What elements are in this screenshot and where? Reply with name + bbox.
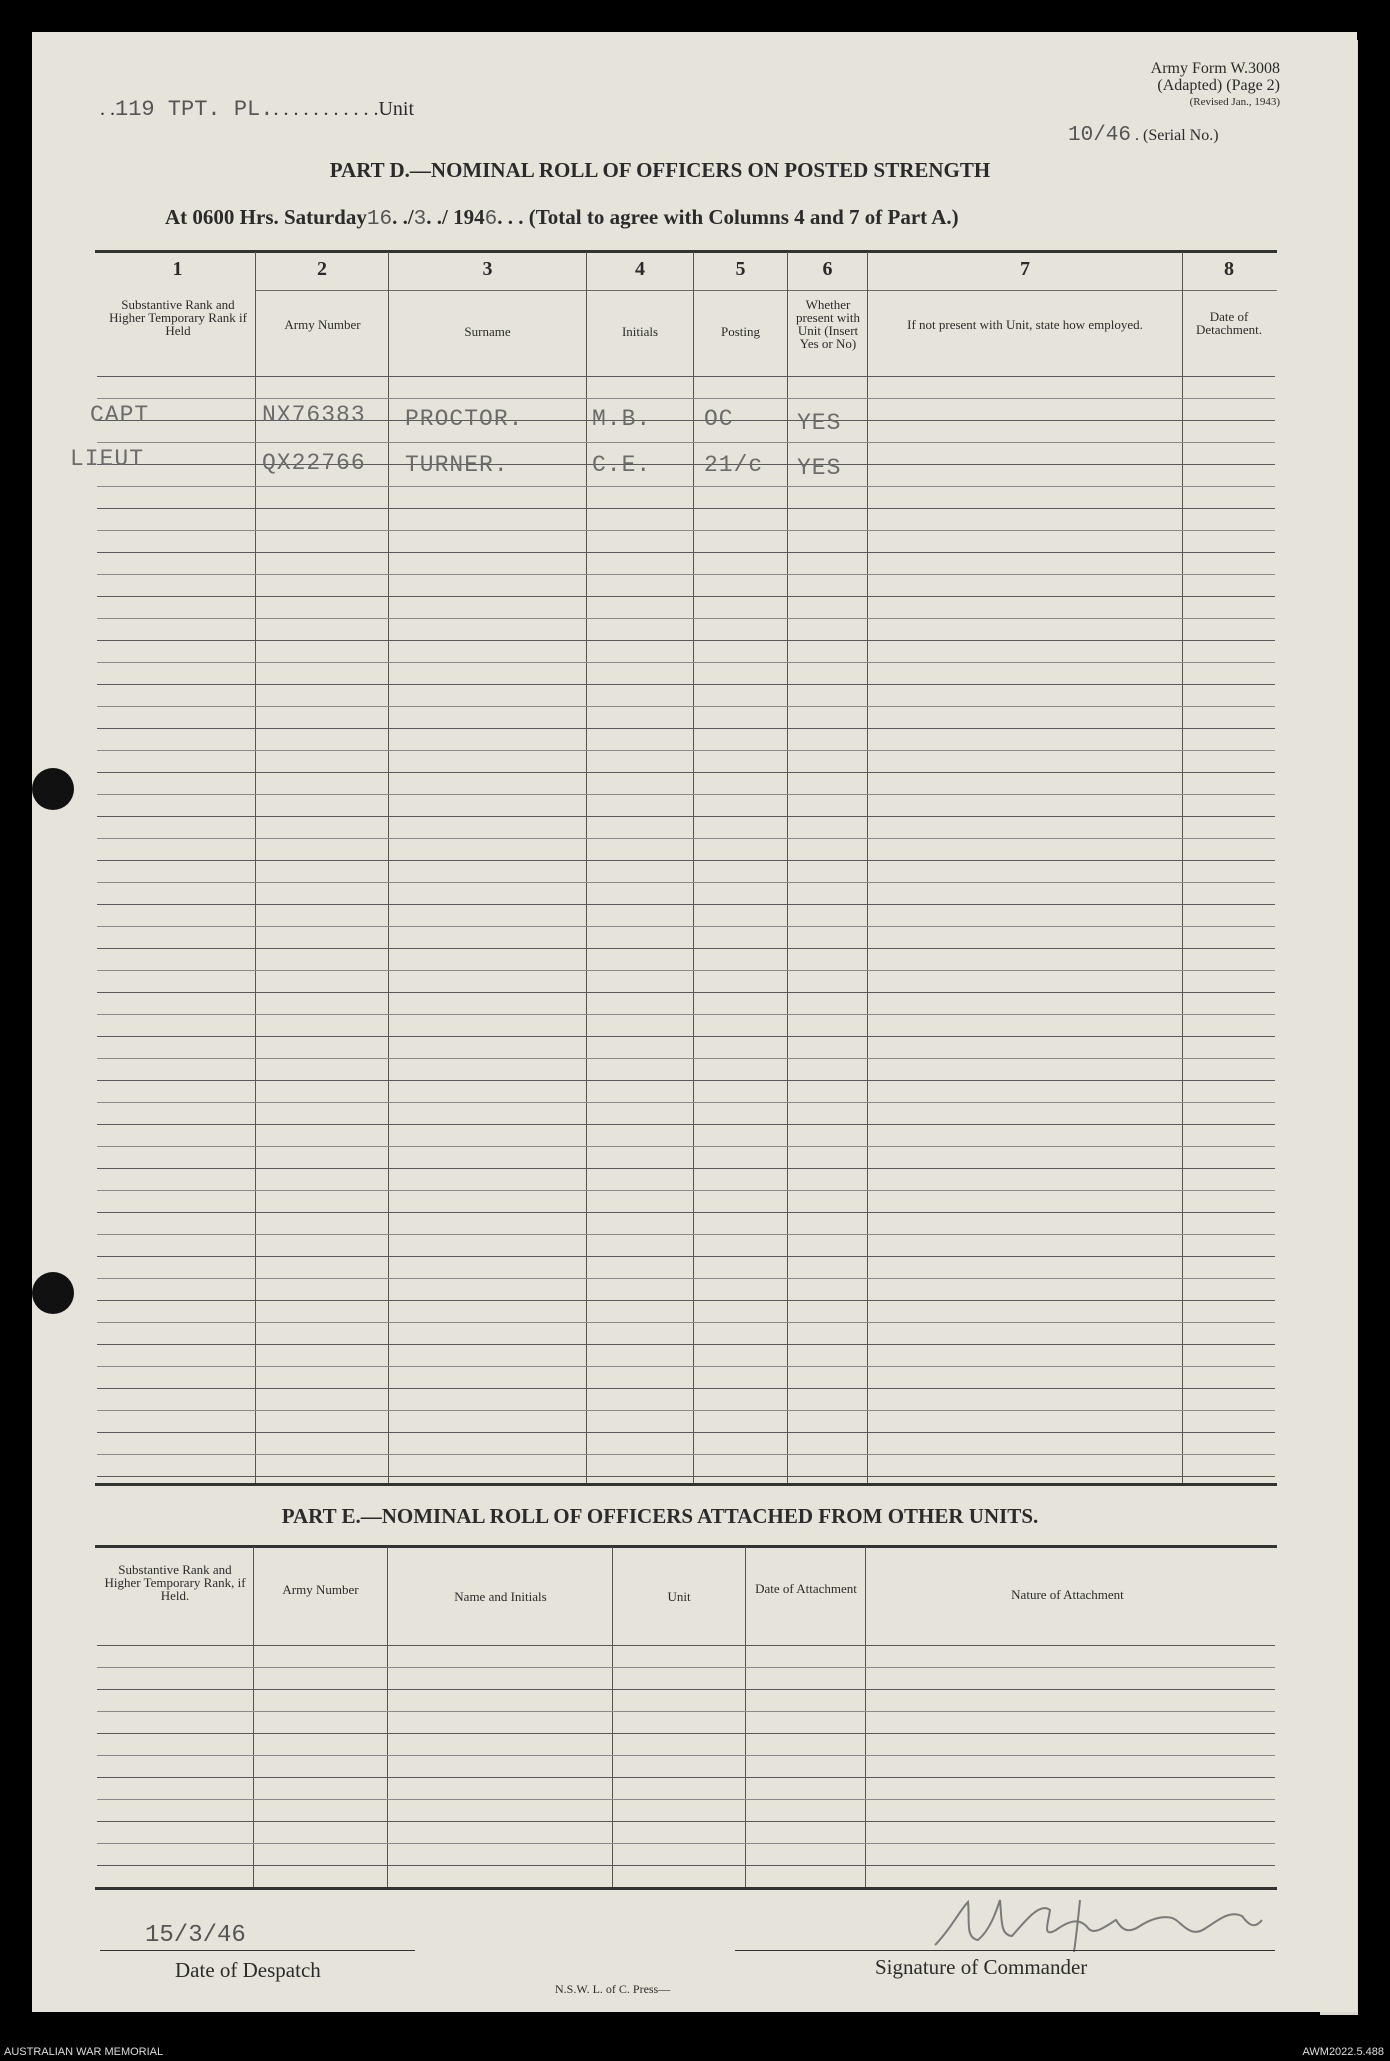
- part-d-title: PART D.—NOMINAL ROLL OF OFFICERS ON POSTED STRENGTH: [329, 158, 991, 182]
- part-e-row-rule: [97, 1667, 1275, 1668]
- part-d-row-rule: [97, 816, 1275, 817]
- part-d-col-divider: [867, 252, 868, 1483]
- part-d-col-divider: [693, 252, 694, 1483]
- col-5-header: Posting: [720, 324, 760, 339]
- part-e-row-rule: [97, 1711, 1275, 1712]
- row-1-surname: PROCTOR.: [405, 406, 524, 432]
- part-d-row-rule: [97, 442, 1275, 443]
- row-2-surname: TURNER.: [405, 452, 509, 478]
- part-e-row-rule: [97, 1733, 1275, 1734]
- form-adapted: (Adapted) (Page 2): [1157, 77, 1280, 94]
- part-e-col-divider: [865, 1547, 866, 1887]
- row-2-army-number: QX22766: [262, 450, 366, 476]
- part-d-row-rule: [97, 750, 1275, 751]
- col-1-number: 1: [172, 258, 183, 280]
- part-d-row-rule: [97, 574, 1275, 575]
- col-4-number: 4: [635, 258, 645, 280]
- archive-credit-left: AUSTRALIAN WAR MEMORIAL: [4, 2046, 164, 2058]
- col-3-number: 3: [482, 258, 493, 280]
- part-e-col-name-header: Name and Initials: [454, 1589, 547, 1604]
- punch-hole-lower: [32, 1272, 74, 1314]
- part-d-row-rule: [97, 838, 1275, 839]
- col-7-number: 7: [1020, 258, 1030, 280]
- date-month: 3: [413, 208, 427, 231]
- part-d-row-rule: [97, 794, 1275, 795]
- part-d-row-rule: [97, 1322, 1275, 1323]
- part-e-row-rule: [97, 1865, 1275, 1866]
- part-d-row-rule: [97, 1080, 1275, 1081]
- part-d-row-rule: [97, 772, 1275, 773]
- part-d-row-rule: [97, 530, 1275, 531]
- col-6-header: Whether present with Unit (Insert Yes or No): [796, 297, 860, 351]
- col-6-number: 6: [822, 258, 833, 280]
- part-e-row-rule: [97, 1799, 1275, 1800]
- part-d-row-rule: [97, 1102, 1275, 1103]
- part-d-row-rule: [97, 398, 1275, 399]
- part-d-row-rule: [97, 684, 1275, 685]
- despatch-label: Date of Despatch: [175, 1958, 321, 1982]
- part-d-row-rule: [97, 1124, 1275, 1125]
- row-2-rank: LIEUT: [70, 446, 145, 472]
- part-d-row-rule: [97, 486, 1275, 487]
- row-2-present: YES: [797, 455, 842, 481]
- punch-hole-upper: [32, 768, 74, 810]
- part-d-row-rule: [97, 596, 1275, 597]
- part-d-row-rule: [97, 1454, 1275, 1455]
- part-d-row-rule: [97, 992, 1275, 993]
- row-1-rank: CAPT: [90, 402, 150, 428]
- part-d-row-rule: [97, 1300, 1275, 1301]
- part-d-number-rule: [255, 290, 1277, 291]
- part-e-col-nature-header: Nature of Attachment: [1011, 1587, 1124, 1602]
- row-1-posting: OC: [704, 406, 734, 432]
- part-d-row-rule: [97, 508, 1275, 509]
- part-e-title: PART E.—NOMINAL ROLL OF OFFICERS ATTACHED FROM OTHER UNITS.: [281, 1504, 1039, 1528]
- part-d-row-rule: [97, 640, 1275, 641]
- row-2-posting: 21/c: [704, 452, 764, 478]
- part-d-row-rule: [97, 1432, 1275, 1433]
- part-d-row-rule: [97, 904, 1275, 905]
- unit-line: . .119 TPT. PL.. . . . . . . . . . .Unit: [100, 97, 414, 122]
- part-e-row-rule: [97, 1821, 1275, 1822]
- part-d-row-rule: [97, 1190, 1275, 1191]
- date-day: 16: [366, 208, 393, 231]
- part-d-col-divider: [388, 252, 389, 1483]
- part-d-col-divider: [586, 252, 587, 1483]
- row-1-initials: M.B.: [592, 406, 652, 432]
- col-2-header: Army Number: [284, 317, 361, 332]
- part-e-col-unit-header: Unit: [667, 1589, 691, 1604]
- part-d-row-rule: [97, 1058, 1275, 1059]
- part-d-row-rule: [97, 882, 1275, 883]
- part-d-row-rule: [97, 860, 1275, 861]
- signature-rule: [735, 1950, 1275, 1951]
- part-e-col-date-header: Date of Attachment: [755, 1581, 857, 1596]
- part-d-row-rule: [97, 1168, 1275, 1169]
- part-d-row-rule: [97, 1366, 1275, 1367]
- year-suffix: 6: [484, 208, 498, 231]
- part-d-row-rule: [97, 948, 1275, 949]
- col-7-header: If not present with Unit, state how employed.: [907, 317, 1143, 332]
- part-d-row-rule: [97, 376, 1275, 377]
- signature-label: Signature of Commander: [875, 1955, 1088, 1979]
- part-d-top-rule: [95, 250, 1277, 253]
- date-line: At 0600 Hrs. Saturday16. ./3. ./ 1946. . . (Total to agree with Columns 4 and 7 of Part A.): [165, 205, 959, 231]
- col-2-number: 2: [317, 258, 327, 280]
- part-e-row-rule: [97, 1843, 1275, 1844]
- part-e-row-rule: [97, 1645, 1275, 1646]
- form-number: Army Form W.3008: [1150, 60, 1280, 77]
- part-d-row-rule: [97, 1212, 1275, 1213]
- part-d-row-rule: [97, 1278, 1275, 1279]
- at-label: At 0600 Hrs. Saturday: [165, 205, 367, 229]
- unit-value: 119 TPT. PL.: [115, 97, 274, 122]
- part-d-row-rule: [97, 728, 1275, 729]
- col-8-header: Date of Detachment.: [1195, 309, 1263, 337]
- part-d-row-rule: [97, 1476, 1275, 1477]
- part-d-col-divider: [1182, 252, 1183, 1483]
- part-d-row-rule: [97, 706, 1275, 707]
- printer-credit: N.S.W. L. of C. Press—: [555, 1982, 671, 1996]
- col-4-header: Initials: [621, 324, 659, 339]
- part-d-row-rule: [97, 1234, 1275, 1235]
- col-1-header: Substantive Rank and Higher Temporary Rank if Held: [109, 297, 247, 338]
- part-e-row-rule: [97, 1755, 1275, 1756]
- part-d-row-rule: [97, 1256, 1275, 1257]
- part-e-row-rule: [97, 1689, 1275, 1690]
- part-e-col-army-number-header: Army Number: [282, 1582, 359, 1597]
- part-d-row-rule: [97, 926, 1275, 927]
- part-d-row-rule: [97, 1146, 1275, 1147]
- part-d-row-rule: [97, 1014, 1275, 1015]
- part-e-col-divider: [253, 1547, 254, 1887]
- col-8-number: 8: [1224, 258, 1234, 280]
- part-e-col-divider: [745, 1547, 746, 1887]
- row-1-present: YES: [797, 410, 842, 436]
- despatch-rule: [100, 1950, 415, 1951]
- serial-line: 10/46 . (Serial No.): [1068, 124, 1219, 147]
- part-d-row-rule: [97, 970, 1275, 971]
- part-d-row-rule: [97, 552, 1275, 553]
- total-note: (Total to agree with Columns 4 and 7 of Part A.): [528, 205, 959, 229]
- col-3-header: Surname: [464, 324, 511, 339]
- row-2-initials: C.E.: [592, 452, 652, 478]
- part-e-row-rule: [97, 1777, 1275, 1778]
- part-e-col-rank-header: Substantive Rank and Higher Temporary Rank, if Held.: [104, 1562, 246, 1603]
- col-5-number: 5: [735, 258, 746, 280]
- part-d-row-rule: [97, 1388, 1275, 1389]
- part-d-col-divider: [787, 252, 788, 1483]
- unit-label: Unit: [378, 98, 414, 120]
- year-prefix: 194: [453, 205, 485, 229]
- form-revised: (Revised Jan., 1943): [1189, 96, 1280, 108]
- part-d-row-rule: [97, 1344, 1275, 1345]
- part-d-row-rule: [97, 662, 1275, 663]
- archive-credit-right: AWM2022.5.488: [1302, 2046, 1384, 2058]
- row-1-army-number: NX76383: [262, 402, 366, 428]
- part-d-row-rule: [97, 1410, 1275, 1411]
- part-d-col-divider: [255, 252, 256, 1483]
- part-d-bottom-rule: [95, 1483, 1277, 1486]
- part-e-col-divider: [387, 1547, 388, 1887]
- form-reference: [1040, 60, 1280, 111]
- despatch-date: 15/3/46: [145, 1922, 246, 1949]
- serial-value: 10/46: [1068, 124, 1132, 147]
- part-d-row-rule: [97, 618, 1275, 619]
- serial-label: (Serial No.): [1143, 127, 1219, 144]
- part-d-row-rule: [97, 1036, 1275, 1037]
- part-e-top-rule: [95, 1545, 1277, 1548]
- part-e-col-divider: [612, 1547, 613, 1887]
